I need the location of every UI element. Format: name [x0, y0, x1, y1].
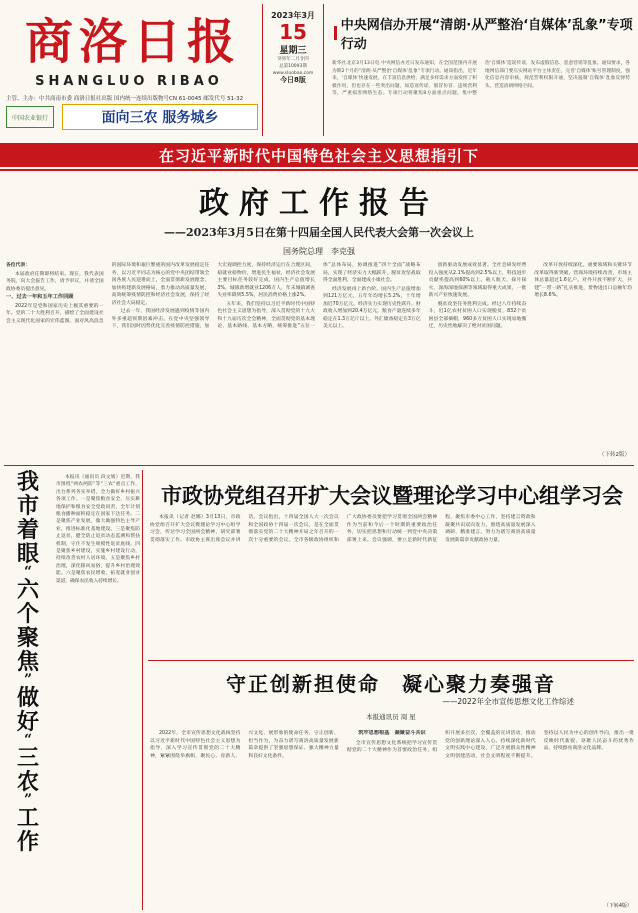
bottom-story-title: 守正创新担使命 凝心聚力奏强音	[226, 672, 556, 696]
section-heading: 一、过去一年和五年工作回顾	[6, 294, 74, 300]
logo-char: 报	[187, 13, 238, 70]
issue-info: 总第10093期	[279, 64, 307, 69]
newspaper-logo	[6, 6, 256, 68]
report-byline: 国务院总理 李克强	[283, 247, 355, 256]
title-char: “	[23, 564, 33, 580]
title-char: 三	[16, 745, 39, 771]
page-count: 今日8版	[280, 76, 306, 84]
report-title: 政府工作报告	[199, 186, 439, 221]
cppcc-story-body	[150, 514, 634, 652]
bank-logo	[6, 106, 54, 128]
title-char: 作	[16, 829, 39, 855]
paragraph: 脱贫攻坚任务胜利完成。经过八年持续奋斗，近1亿农村贫困人口实现脱贫，832个贫困县全部摘帽，960多万贫困人口实现易地搬迁，历史性地解决了绝对贫困问题。	[428, 301, 527, 329]
paragraph: 本报讯（通讯员 段文娟）近期，我市围绕“两农两防”等“三农”重点工作，出台系列务实举措，全力做好乡村振兴各项工作。一是聚焦粮食安全，压实耕地保护和粮食安全党政同责，全年计划粮食播种面积稳定在国家下达任务。二是聚焦产业发展，做大做强特色主导产业，推进标准化基地建设。三是聚焦防止返贫，健全防止返贫动态监测和帮扶机制，守住不发生规模性返贫底线。四是聚焦乡村建设，实施乡村建设行动，持续改善农村人居环境。五是聚焦乡村治理，深化移风易俗，提升乡村治理效能。六是聚焦农民增收，拓宽就业创业渠道，确保农民收入持续增长。	[56, 475, 140, 584]
title-char: 农	[16, 769, 39, 795]
date-year-month: 2023年3月	[271, 11, 315, 20]
title-char: 焦	[16, 649, 39, 675]
divider	[148, 660, 634, 661]
title-char: 做	[16, 685, 39, 711]
site-url: www.sluobao.com	[272, 71, 314, 76]
cppcc-story-title: 市政协党组召开扩大会议暨理论学习中心组学习会	[161, 483, 623, 508]
bottom-story-subtitle: ——2022年全市宣传思想文化工作综述	[442, 697, 574, 706]
title-char: ”	[23, 672, 33, 688]
theme-banner	[0, 143, 638, 167]
theme-banner-text: 在习近平新时代中国特色社会主义思想指引下	[158, 146, 479, 165]
paragraph: 五年来，我们坚持以习近平新时代中国特色社会主义思想为指导，深入贯彻党的十九大和十九届历次全会精神，全面贯彻党的基本理论、基本路线、基本方略，统筹推进“五位一体”总体布局，协调推进“四个全面”战略布局，实现了经济实力大幅跃升，脱贫攻坚战取得全面胜利，全面建成小康社会。	[217, 263, 421, 329]
date-block	[262, 4, 324, 136]
report-body	[6, 262, 632, 460]
teaser-text: 新华社北京3月13日电 中央网信办近日发布通知，在全国范围内开展为期2个月的“清朗·从严整治‘自媒体’乱象”专项行动。通知指出，近年来，‘自媒体’快速发展，在丰富信息供给、满足多样需求方面发挥了积极作用，但也存在一些突出问题，如造谣传谣、假冒仿冒、违规营利等，严重损害网络生态。专项行动将聚焦8方面重点问题，集中整治‘自媒体’造谣传谣、发布虚假信息、恶意营销等乱象。通知要求，各地网信部门要压实网站平台主体责任，完善‘自媒体’账号管理制度，强化信息内容审核，规范营利权限开通，坚决遏制‘自媒体’乱象反弹势头，营造清朗网络空间。	[332, 61, 630, 97]
paragraph: 各位代表：	[6, 263, 30, 268]
title-char: 我	[16, 469, 39, 495]
left-story-title	[4, 469, 52, 855]
logo-char: 日	[133, 13, 184, 70]
lunar-date: 癸卯年二月廿四	[277, 57, 309, 62]
title-char: 好	[16, 709, 39, 735]
paragraph: 过去一年，我国经济发展遇到疫情等国内外多重超预期因素冲击。在党中央坚强领导下，我们因时因势优化完善疫情防控措施，加大宏观调控力度，保持经济运行在合理区间，稳就业稳物价，增进民生福祉，经济社会发展主要目标任务较好完成，国内生产总值增长3%，城镇新增就业1206万人，年末城镇调查失业率降到5.5%，居民消费价格上涨2%。	[111, 263, 315, 329]
date-day: 15	[279, 20, 307, 44]
continue-note: （下转2版）	[599, 452, 630, 458]
date-weekday: 星期三	[279, 46, 307, 56]
teaser-story	[328, 4, 634, 136]
logo-char: 商	[24, 13, 75, 70]
teaser-title: 中央网信办开展“清朗·从严整治‘自媒体’乱象”专项行动	[334, 14, 634, 52]
bank-ad-slogan: 面向三农 服务城乡	[62, 104, 258, 130]
continue-note: （下转4版）	[603, 903, 632, 909]
publisher-line: 主管、主办：中共商南市委 商洛日报社出版 国内统一连续出版物号CN 61-0045 邮发代号 51-32	[6, 96, 244, 102]
newspaper-pinyin: SHANGLUO RIBAO	[35, 74, 223, 89]
title-char: 六	[16, 577, 39, 603]
title-char: “	[23, 732, 33, 748]
paragraph: 改革开放持续深化。重要领域和关键环节改革取得新突破，营商环境持续改善，市场主体总量超过1.6亿户。对外开放不断扩大，共建“一带一路”扎实推进，货物进出口总额年均增长8.6%。	[534, 263, 632, 298]
report-subtitle: ——2023年3月5日在第十四届全国人民代表大会第一次会议上	[164, 226, 474, 239]
paragraph: 全市宣传思想文化系统把学习宣传贯彻党的二十大精神作为首要政治任务，组织开展多层次、全覆盖的宣讲活动，推动党的创新理论深入人心。持续深化新时代文明实践中心建设，广泛开展群众性精神文明创建活动，社会文明程度不断提升。坚持以人民为中心的创作导向，推出一批反映时代新貌、讴歌人民奋斗的优秀作品，持续擦亮商洛文化品牌。	[346, 731, 634, 759]
paragraph: 2022年是党和国家历史上极其重要的一年。党的二十大胜利召开，描绘了全面建设社会主义现代化国家的宏伟蓝图。面对风高浪急的国际环境和艰巨繁重的国内改革发展稳定任务，以习近平同志为核心的党中央团结带领全国各族人民迎难而上，全面贯彻新发展理念，加快构建新发展格局，着力推动高质量发展，高效统筹疫情防控和经济社会发展，保持了经济社会大局稳定。	[6, 263, 210, 324]
title-char: 市	[16, 493, 39, 519]
bank-name: 中国农业银行	[11, 114, 48, 122]
divider	[4, 465, 634, 466]
paragraph: 创新驱动发展成效显著。全社会研发经费投入强度从2.1%提高到2.5%以上，科技进步贡献率提高到60%以上。载人航天、探月探火、深海深地探测等领域取得重大成果，一批新兴产业快速发展。	[428, 263, 527, 298]
bottom-story-body	[150, 730, 634, 908]
left-story	[4, 470, 143, 910]
paragraph: 2022年，全市宣传思想文化战线坚持以习近平新时代中国特色社会主义思想为指导，深入学习宣传贯彻党的二十大精神，紧紧围绕举旗帜、聚民心、育新人、兴文化、展形象的使命任务，守正创新、担当作为，为奋力谱写商洛高质量发展新篇章提供了坚强思想保证、强大精神力量和良好文化条件。	[150, 731, 339, 759]
section-subheading: 筑牢思想根基 凝聚奋斗共识	[358, 730, 426, 736]
bottom-story-byline: 本报通讯员 周 星	[366, 713, 416, 721]
paragraph: 本报讯（记者 赵娜）3月13日，市政协党组召开扩大会议暨理论学习中心组学习会，传达学习全国两会精神，研究部署贯彻落实工作。市政协主席出席会议并讲话。会议指出，十四届全国人大一次会议和全国政协十四届一次会议，是在全面贯彻落实党的二十大精神开局之年召开的一次十分重要的会议。全市各级政协组织和广大政协委员要把学习贯彻全国两会精神作为当前和今后一个时期的重要政治任务，切实把思想和行动统一到党中央决策部署上来。会议强调，要立足新时代新征程，聚焦市委中心工作，坚持建言资政和凝聚共识双向发力，围绕高质量发展深入调研、精准建言，努力为谱写商洛高质量发展新篇章贡献政协力量。	[150, 515, 536, 543]
divider	[0, 169, 638, 171]
title-char: ”	[23, 792, 33, 808]
paragraph: 本届政府任期即将结束。现在，我代表国务院，向大会报告工作，请予审议，并请全国政协委员提出意见。	[6, 271, 104, 292]
title-char: 眼	[16, 541, 39, 567]
paragraph: 经济发展再上新台阶。国内生产总值增加到121万亿元，五年年均增长5.2%，十年增加近70万亿元。经济实力实现历史性跃升。财政收入增加到20.4万亿元。粮食产量连续多年稳定在1.3万亿斤以上。外汇储备稳定在3万亿美元以上。	[322, 286, 421, 329]
masthead	[0, 0, 638, 140]
title-char: 聚	[16, 625, 39, 651]
title-char: 着	[16, 517, 39, 543]
title-char: 工	[16, 805, 39, 831]
left-story-text	[56, 474, 140, 904]
logo-char: 洛	[78, 13, 129, 70]
title-char: 个	[16, 601, 39, 627]
